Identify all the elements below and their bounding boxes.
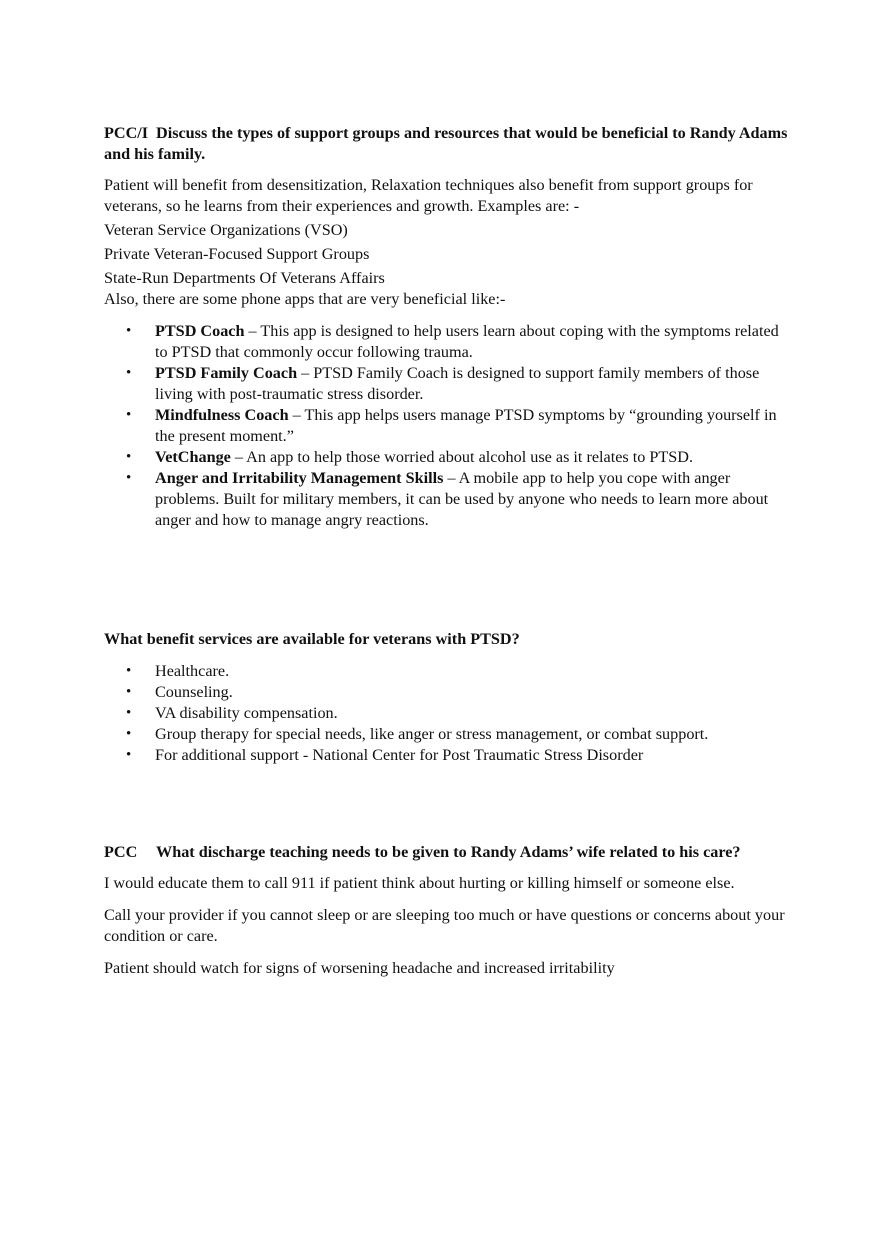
- example-item: State-Run Departments Of Veterans Affairs: [104, 269, 385, 287]
- section1-question: Discuss the types of support groups and resources that would be beneficial to Randy Adams and his family.: [104, 124, 788, 163]
- list-item: [104, 682, 794, 703]
- list-item: [104, 363, 794, 405]
- bullet: •: [126, 365, 132, 381]
- section-benefit-services: [104, 629, 794, 766]
- section-discharge-teaching: [104, 842, 794, 979]
- example-item: Private Veteran-Focused Support Groups: [104, 245, 370, 263]
- section3-question: What discharge teaching needs to be given to Randy Adams’ wife related to his care?: [156, 843, 741, 861]
- section3-tag: PCC: [104, 843, 138, 861]
- list-item: [104, 321, 794, 363]
- app-description: – This app helps users manage PTSD symptoms by “grounding yourself in the present moment.”: [155, 406, 777, 445]
- bullet: •: [126, 449, 132, 465]
- apps-list: [104, 321, 794, 531]
- list-item: [104, 468, 794, 531]
- bullet: •: [126, 470, 132, 486]
- section-support-groups: [104, 123, 794, 531]
- app-name: PTSD Family Coach: [155, 364, 298, 382]
- example-item: Veteran Service Organizations (VSO): [104, 221, 348, 239]
- benefits-list: [104, 661, 794, 766]
- bullet: •: [126, 323, 132, 339]
- benefit-text: Group therapy for special needs, like anger or stress management, or combat support.: [155, 725, 709, 743]
- list-item: [104, 703, 794, 724]
- benefit-text: Counseling.: [155, 683, 233, 701]
- section3-heading: [104, 842, 794, 863]
- benefit-text: Healthcare.: [155, 662, 230, 680]
- app-name: Anger and Irritability Management Skills: [155, 469, 444, 487]
- list-item: [104, 661, 794, 682]
- bullet: •: [126, 407, 132, 423]
- section1-tag: PCC/I: [104, 124, 149, 142]
- app-name: Mindfulness Coach: [155, 406, 289, 424]
- bullet: •: [126, 726, 132, 742]
- apps-intro: Also, there are some phone apps that are very beneficial like:-: [104, 290, 506, 308]
- discharge-paragraph: Call your provider if you cannot sleep or are sleeping too much or have questions or concerns about your condition or care.: [104, 906, 785, 945]
- section1-heading: [104, 123, 794, 165]
- discharge-paragraph: Patient should watch for signs of worsening headache and increased irritability: [104, 959, 615, 977]
- app-description: – PTSD Family Coach is designed to support family members of those living with post-traumatic stress disorder.: [155, 364, 760, 403]
- app-description: – An app to help those worried about alcohol use as it relates to PTSD.: [230, 448, 694, 466]
- section1-intro: Patient will benefit from desensitization, Relaxation techniques also benefit from support groups for veterans, so he learns from their experiences and growth. Examples are: -: [104, 176, 753, 215]
- bullet: •: [126, 705, 132, 721]
- benefit-text: For additional support - National Center for Post Traumatic Stress Disorder: [155, 746, 644, 764]
- app-name: VetChange: [155, 448, 231, 466]
- app-description: – This app is designed to help users learn about coping with the symptoms related to PTSD that commonly occur following trauma.: [155, 322, 779, 361]
- list-item: [104, 724, 794, 745]
- benefit-text: VA disability compensation.: [155, 704, 338, 722]
- list-item: [104, 745, 794, 766]
- app-description: – A mobile app to help you cope with anger problems. Built for military members, it can be used by anyone who needs to learn more about anger and how to manage angry reactions.: [155, 469, 769, 529]
- discharge-paragraph: I would educate them to call 911 if patient think about hurting or killing himself or someone else.: [104, 874, 735, 892]
- bullet: •: [126, 747, 132, 763]
- bullet: •: [126, 663, 132, 679]
- section2-question: What benefit services are available for veterans with PTSD?: [104, 630, 520, 648]
- bullet: •: [126, 684, 132, 700]
- list-item: [104, 447, 794, 468]
- app-name: PTSD Coach: [155, 322, 245, 340]
- document-page: [104, 123, 794, 979]
- list-item: [104, 405, 794, 447]
